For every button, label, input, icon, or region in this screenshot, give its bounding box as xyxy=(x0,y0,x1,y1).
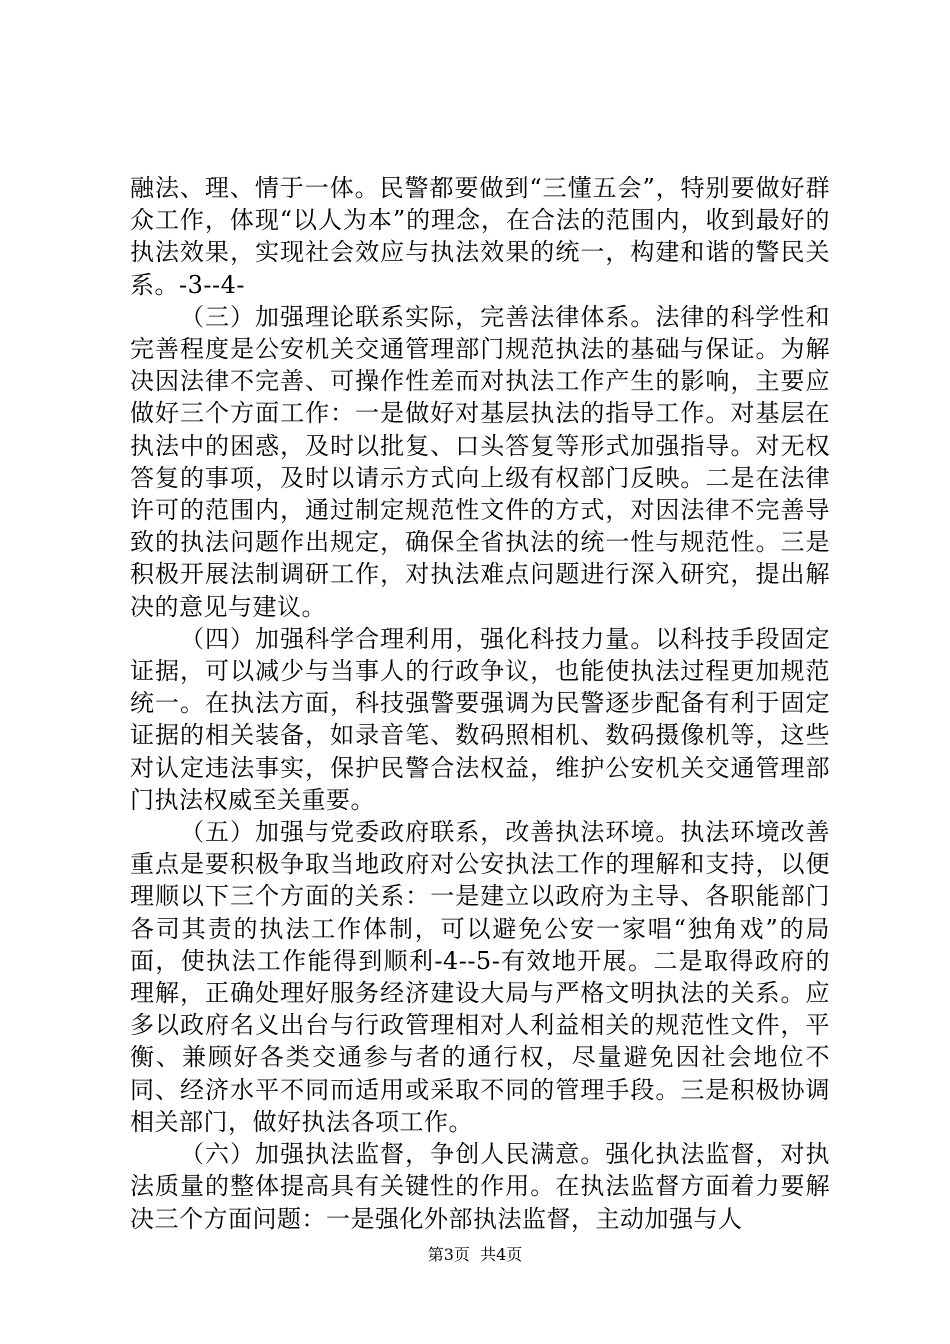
paragraph-section-5: （五）加强与党委政府联系，改善执法环境。执法环境改善重点是要积极争取当地政府对公安执法工作的理解和支持，以便理顺以下三个方面的关系：一是建立以政府为主导、各职能部门各司其责的执法工作体制，可以避免公安一家唱“独角戏”的局面，使执法工作能得到顺利-4--5-有效地开展。二是取得政府的理解，正确处理好服务经济建设大局与严格文明执法的关系。应多以政府名义出台与行政管理相对人利益相关的规范性文件，平衡、兼顾好各类交通参与者的通行权，尽量避免因社会地位不同、经济水平不同而适用或采取不同的管理手段。三是积极协调相关部门，做好执法各项工作。 xyxy=(130,818,830,1136)
document-body xyxy=(130,172,830,1235)
page-number-label: 第3页 共4页 xyxy=(427,1245,523,1264)
paragraph-section-6: （六）加强执法监督，争创人民满意。强化执法监督，对执法质量的整体提高具有关键性的作用。在执法监督方面着力要解决三个方面问题：一是强化外部执法监督，主动加强与人 xyxy=(130,1140,830,1233)
paragraph-continuation: 融法、理、情于一体。民警都要做到“三懂五会”，特别要做好群众工作，体现“以人为本”的理念，在合法的范围内，收到最好的执法效果，实现社会效应与执法效果的统一，构建和谐的警民关系。-3--4- xyxy=(130,174,830,299)
page-footer xyxy=(0,1244,950,1266)
paragraph-section-3: （三）加强理论联系实际，完善法律体系。法律的科学性和完善程度是公安机关交通管理部门规范执法的基础与保证。为解决因法律不完善、可操作性差而对执法工作产生的影响，主要应做好三个方面工作：一是做好对基层执法的指导工作。对基层在执法中的困惑，及时以批复、口头答复等形式加强指导。对无权答复的事项，及时以请示方式向上级有权部门反映。二是在法律许可的范围内，通过制定规范性文件的方式，对因法律不完善导致的执法问题作出规定，确保全省执法的统一性与规范性。三是积极开展法制调研工作，对执法难点问题进行深入研究，提出解决的意见与建议。 xyxy=(130,302,830,621)
paragraph-section-4: （四）加强科学合理利用，强化科技力量。以科技手段固定证据，可以减少与当事人的行政争议，也能使执法过程更加规范统一。在执法方面，科技强警要强调为民警逐步配备有利于固定证据的相关装备，如录音笔、数码照相机、数码摄像机等，这些对认定违法事实，保护民警合法权益，维护公安机关交通管理部门执法权威至关重要。 xyxy=(130,624,830,814)
